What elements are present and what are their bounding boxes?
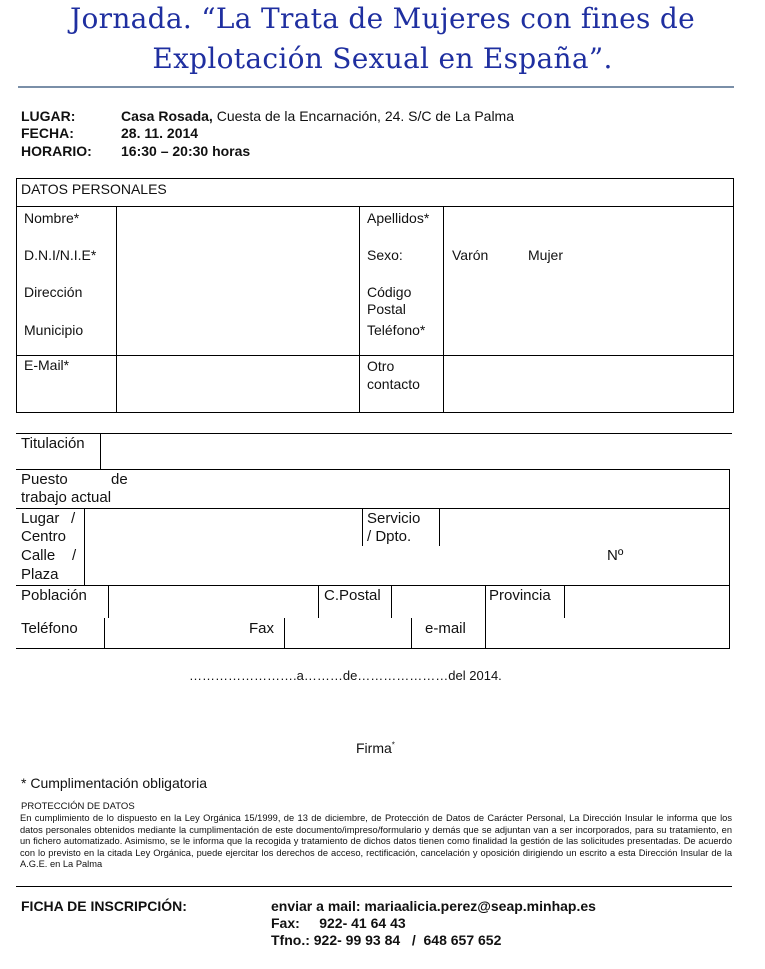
proteccion-datos-body: En cumplimiento de lo dispuesto en la Ley Orgánica 15/1999, de 13 de diciembre, de Protección de Datos de Carácter Personal, La Dirección Insular le informa que los datos personales obtenidos mediante la cumplimentación de este documento/impreso/formulario y demás que se adjuntan van a ser incorporados, para su tratamiento, en un fichero automatizado. Asimismo, se le informa que la recogida y tratamiento de dichos datos tienen como finalidad la gestión de las solicitudes presentadas. De acuerdo con lo previsto en la citada Ley Orgánica, puede ejercitar los derechos de acceso, rectificación, cancelación y oposición dirigiendo un escrito a esta Dirección Insular de la A.G.E. en La Palma (20, 813, 732, 870)
contacto-label: contacto (367, 376, 420, 392)
lugar-label: LUGAR: (21, 108, 76, 124)
enviar-mail[interactable]: enviar a mail: mariaalicia.perez@seap.minhap.es (271, 898, 596, 914)
email-input[interactable] (118, 357, 358, 411)
calle-label: Calle (21, 547, 56, 564)
lugar-value (121, 108, 514, 124)
document-title-line-2: Explotación Sexual en España”. (152, 42, 613, 75)
numero-label: Nº (607, 547, 624, 564)
trabajo-actual-label: trabajo actual (21, 489, 112, 506)
provincia-label: Provincia (489, 587, 551, 604)
fecha-value: 28. 11. 2014 (121, 125, 199, 141)
apellidos-label: Apellidos* (367, 210, 430, 226)
sexo-mujer-option[interactable]: Mujer (528, 247, 564, 263)
lugar-slash: / (71, 510, 76, 527)
poblacion-input[interactable] (110, 587, 317, 617)
dpto-label: / Dpto. (367, 528, 412, 545)
fax-input[interactable] (286, 620, 410, 647)
personal-left-input-area[interactable] (118, 208, 358, 353)
ficha-inscripcion-label: FICHA DE INSCRIPCIÓN: (21, 898, 187, 914)
cpostal-input[interactable] (393, 587, 484, 617)
work-email-input[interactable] (487, 620, 727, 647)
puesto-input[interactable] (140, 471, 727, 507)
provincia-input[interactable] (566, 587, 727, 617)
centro-label: Centro (21, 528, 67, 545)
fecha-label: FECHA: (21, 125, 74, 141)
obligatoria-note: * Cumplimentación obligatoria (21, 775, 207, 791)
plaza-label: Plaza (21, 566, 59, 583)
servicio-input[interactable] (441, 510, 727, 545)
codigo-label: Código (367, 284, 412, 300)
puesto-label: Puesto (21, 471, 68, 488)
poblacion-label: Población (21, 587, 87, 604)
lugar-place: Casa Rosada, (121, 108, 213, 124)
email-label: E-Mail* (24, 357, 70, 373)
lugar-address: Cuesta de la Encarnación, 24. S/C de La Palma (216, 108, 515, 124)
telefono-label: Teléfono* (367, 322, 426, 338)
work-telefono-label: Teléfono (21, 620, 78, 637)
title-divider (18, 86, 734, 88)
horario-value: 16:30 – 20:30 horas (121, 143, 251, 159)
otro-contacto-input[interactable] (445, 357, 732, 411)
direccion-label: Dirección (24, 284, 83, 300)
footer-tfno: Tfno.: 922- 99 93 84 / 648 657 652 (271, 932, 502, 948)
postal-label: Postal (367, 301, 406, 317)
apellidos-input[interactable] (445, 208, 732, 243)
work-telefono-input[interactable] (106, 620, 246, 647)
dni-label: D.N.I/N.I.E* (24, 247, 97, 263)
titulacion-input[interactable] (102, 435, 730, 468)
firma-label (356, 740, 395, 756)
work-email-label: e-mail (425, 620, 466, 637)
titulacion-label: Titulación (21, 435, 85, 452)
otro-label: Otro (367, 358, 395, 374)
nombre-label: Nombre* (24, 210, 80, 226)
sexo-varon-option[interactable]: Varón (452, 247, 489, 263)
fax-label: Fax (249, 620, 275, 637)
footer-fax: Fax: 922- 41 64 43 (271, 915, 406, 931)
footer-divider (16, 886, 732, 887)
cpostal-label: C.Postal (324, 587, 381, 604)
document-title-line-1: Jornada. “La Trata de Mujeres con fines de (69, 2, 696, 35)
date-line[interactable]: …………………….a………de…………………del 2014. (189, 668, 502, 683)
puesto-de-label: de (111, 471, 128, 488)
proteccion-datos-heading: PROTECCIÓN DE DATOS (21, 801, 135, 812)
sexo-label: Sexo: (367, 247, 403, 263)
calle-slash: / (72, 547, 77, 564)
lugar-label: Lugar (21, 510, 60, 527)
horario-label: HORARIO: (21, 143, 92, 159)
servicio-label: Servicio (367, 510, 421, 527)
municipio-label: Municipio (24, 322, 84, 338)
lugar-centro-input[interactable] (86, 510, 361, 584)
firma-asterisk: * (391, 740, 395, 750)
datos-personales-header: DATOS PERSONALES (21, 181, 167, 197)
firma-text: Firma (356, 740, 392, 756)
